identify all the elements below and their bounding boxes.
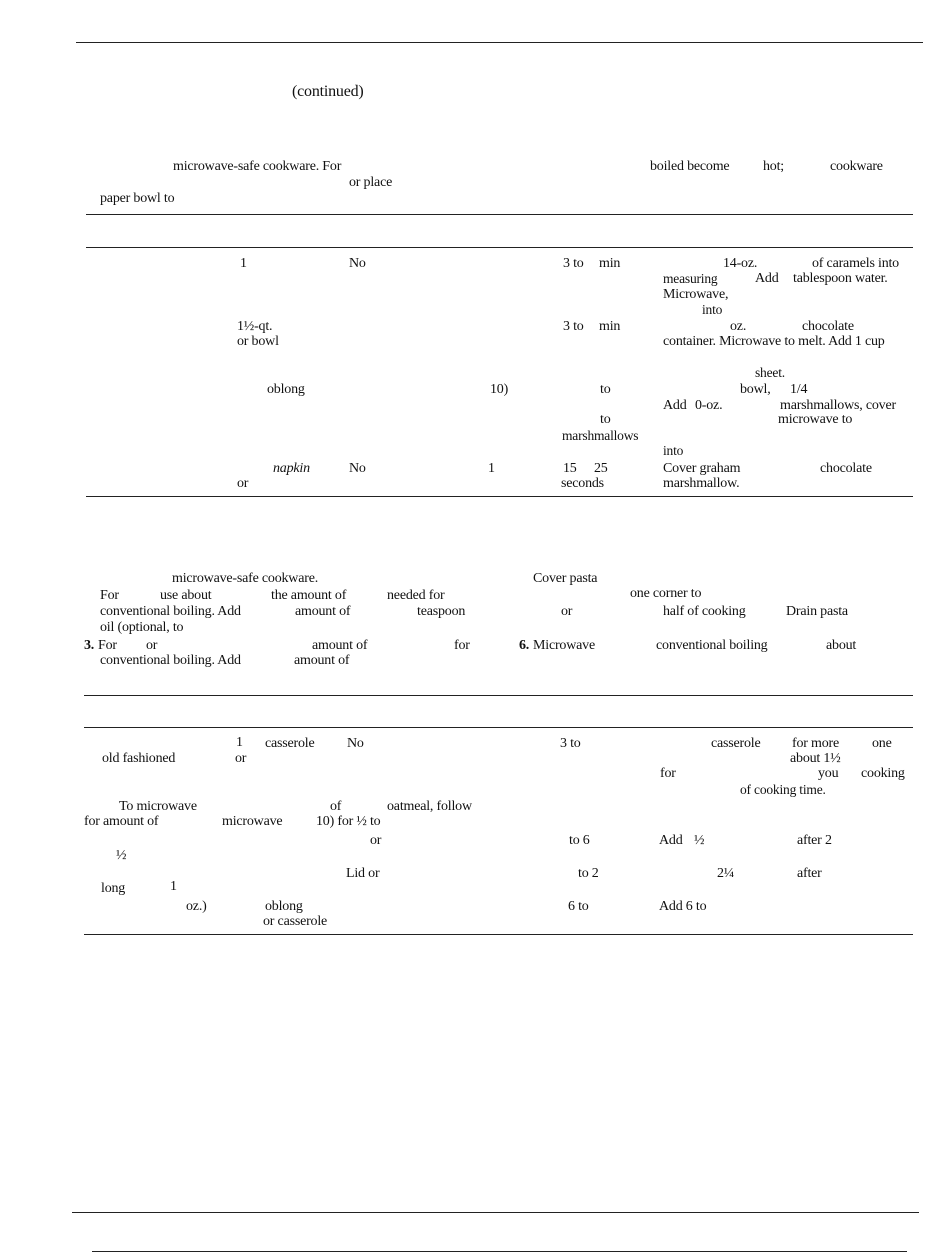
cell: to <box>600 382 611 397</box>
s2-intro: For <box>98 638 117 653</box>
cell: 1½-qt. <box>237 319 273 334</box>
s1-intro-1: microwave-safe cookware. For <box>173 159 342 174</box>
cell: marshmallow. <box>663 476 740 491</box>
cell: sheet. <box>755 365 785 380</box>
s1-intro-3: boiled become <box>650 159 730 174</box>
s2-intro: half of cooking <box>663 604 746 619</box>
cell: oatmeal, follow <box>387 799 472 814</box>
cell: casserole <box>265 736 315 751</box>
cell: old fashioned <box>102 751 176 766</box>
cell: Microwave, <box>663 287 729 302</box>
cell: about 1½ <box>790 751 841 766</box>
cell: or <box>237 476 249 491</box>
cell: min <box>599 319 621 334</box>
s2-intro: conventional boiling. Add <box>100 604 241 619</box>
cell: microwave to <box>778 412 853 427</box>
s2-table-bottom <box>84 934 913 935</box>
cell: or casserole <box>263 914 328 929</box>
s2-header-bottom <box>84 727 913 728</box>
cell: one <box>872 736 892 751</box>
cell: 1 <box>488 461 495 476</box>
s2-intro: for <box>454 638 470 653</box>
s2-intro: Drain pasta <box>786 604 848 619</box>
cell: ½ <box>116 848 127 863</box>
s2-intro: teaspoon <box>417 604 466 619</box>
cell: Lid or <box>346 866 380 881</box>
cell: chocolate <box>820 461 872 476</box>
s2-intro: conventional boiling <box>656 638 768 653</box>
s2-intro: or <box>146 638 158 653</box>
cell: 14-oz. <box>723 256 758 271</box>
cell: oblong <box>267 382 305 397</box>
s2-intro: one corner to <box>630 586 702 601</box>
s2-intro: amount of <box>294 653 350 668</box>
cell: 1 <box>170 879 177 894</box>
cell: marshmallows, cover <box>780 398 896 413</box>
cell: container. Microwave to melt. Add 1 cup <box>663 334 885 349</box>
cell: measuring <box>663 271 718 286</box>
s2-intro: about <box>826 638 857 653</box>
cell: 6 to <box>568 899 589 914</box>
cell: long <box>101 881 126 896</box>
cell: Cover graham <box>663 461 741 476</box>
s2-intro: or <box>561 604 573 619</box>
s1-table-bottom <box>86 496 913 497</box>
cell: cooking <box>861 766 905 781</box>
s2-intro: amount of <box>312 638 368 653</box>
cell: after <box>797 866 822 881</box>
cell: Add 6 to <box>659 899 707 914</box>
s2-intro: 3. <box>84 638 95 653</box>
cell: or <box>370 833 382 848</box>
cell: No <box>349 256 366 271</box>
cell: of <box>330 799 342 814</box>
cell: of cooking time. <box>740 782 826 797</box>
s2-intro: amount of <box>295 604 351 619</box>
bottom-rule-2 <box>92 1251 907 1252</box>
cell: chocolate <box>802 319 854 334</box>
s1-header-bottom <box>86 247 913 248</box>
cell: 2¼ <box>717 866 735 881</box>
cell: into <box>702 302 723 317</box>
s1-intro-2: or place <box>349 175 393 190</box>
cell: for <box>660 766 676 781</box>
cell: casserole <box>711 736 761 751</box>
cell: 15 <box>563 461 577 476</box>
s2-intro: needed for <box>387 588 445 603</box>
cell: ½ <box>694 833 705 848</box>
cell: of caramels into <box>812 256 899 271</box>
cell: for amount of <box>84 814 159 829</box>
cell: Add <box>755 271 779 286</box>
s2-table-top <box>84 695 913 696</box>
cell: 10) <box>490 382 509 397</box>
cell: marshmallows <box>562 428 639 443</box>
cell: oz. <box>730 319 747 334</box>
cell: oblong <box>265 899 303 914</box>
s2-intro: conventional boiling. Add <box>100 653 241 668</box>
cell: or <box>235 751 247 766</box>
s2-intro: the amount of <box>271 588 347 603</box>
cell: oz.) <box>186 899 207 914</box>
s2-intro: 6. <box>519 638 530 653</box>
cell: microwave <box>222 814 283 829</box>
cell: to <box>600 412 611 427</box>
cell: bowl, <box>740 382 771 397</box>
s1-intro-5: cookware <box>830 159 883 174</box>
cell: Add <box>663 398 687 413</box>
cell: after 2 <box>797 833 832 848</box>
cell: 1/4 <box>790 382 808 397</box>
s2-intro: use about <box>160 588 212 603</box>
s2-intro: microwave-safe cookware. <box>172 571 319 586</box>
cell: No <box>349 461 366 476</box>
cell: min <box>599 256 621 271</box>
cell: 0-oz. <box>695 398 723 413</box>
cell: tablespoon water. <box>793 271 888 286</box>
s2-intro: Microwave <box>533 638 595 653</box>
cell: napkin <box>273 461 310 476</box>
cell: Add <box>659 833 683 848</box>
cell: for more <box>792 736 839 751</box>
bottom-rule-1 <box>72 1212 919 1213</box>
cell: No <box>347 736 364 751</box>
cell: 10) for ½ to <box>316 814 381 829</box>
cell: or bowl <box>237 334 279 349</box>
cell: 1 <box>236 735 243 750</box>
top-rule <box>76 42 923 43</box>
cell: To microwave <box>119 799 197 814</box>
s1-table-top <box>86 214 913 215</box>
s1-intro-6: paper bowl to <box>100 191 175 206</box>
s2-intro: Cover pasta <box>533 571 598 586</box>
cell: 25 <box>594 461 608 476</box>
cell: 3 to <box>560 736 581 751</box>
cell: into <box>663 443 684 458</box>
cell: 3 to <box>563 319 584 334</box>
continued-label: (continued) <box>292 83 364 100</box>
cell: seconds <box>561 476 604 491</box>
cell: 1 <box>240 256 247 271</box>
s2-intro: oil (optional, to <box>100 620 184 635</box>
cell: you <box>818 766 839 781</box>
cell: 3 to <box>563 256 584 271</box>
s2-intro: For <box>100 588 119 603</box>
cell: to 6 <box>569 833 590 848</box>
cell: to 2 <box>578 866 599 881</box>
s1-intro-4: hot; <box>763 159 784 174</box>
